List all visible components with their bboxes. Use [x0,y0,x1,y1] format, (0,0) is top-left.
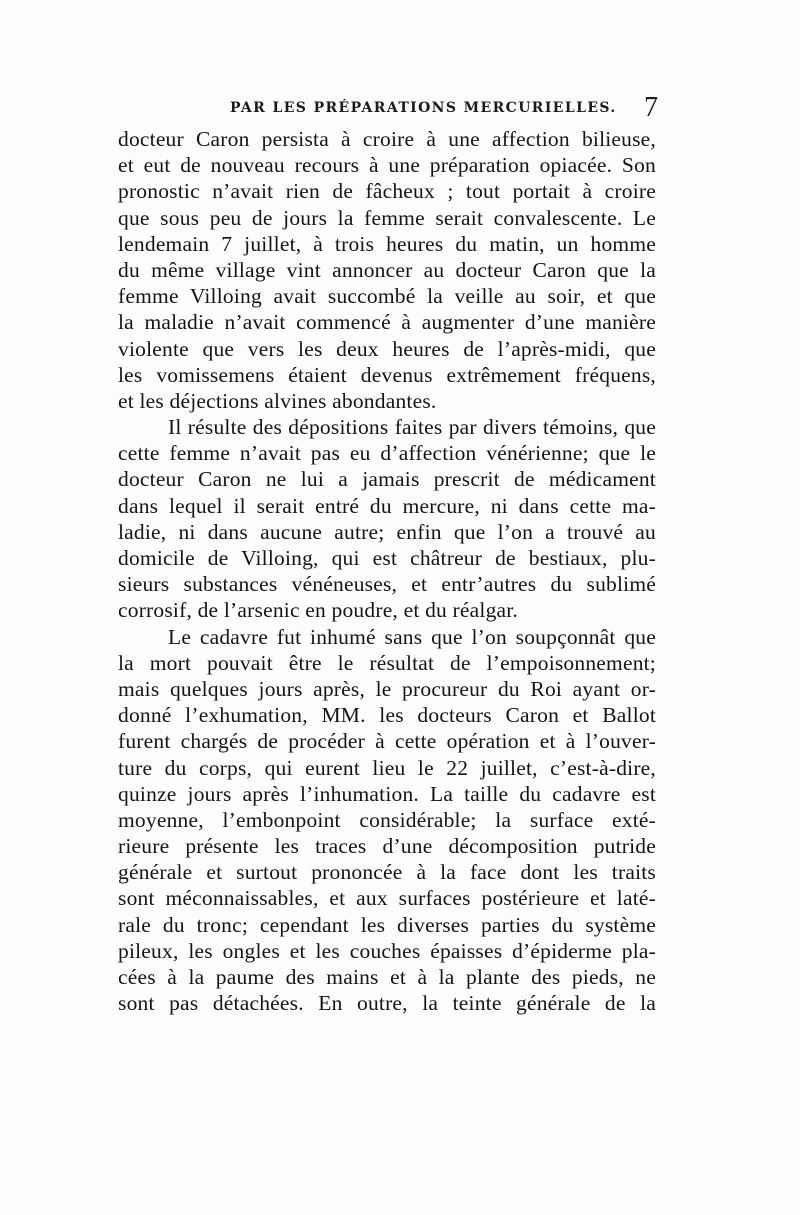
text-line: violente que vers les deux heures de l’après-midi, que [118,336,656,361]
text-line: sont pas détachées. En outre, la teinte générale de la [118,991,656,1016]
text-line: femme Villoing avait succombé la veille au soir, et que [118,284,656,309]
text-line: donné l’exhumation, MM. les docteurs Caron et Ballot [118,703,656,728]
text-line: moyenne, l’embonpoint considérable; la surface exté- [118,807,656,832]
text-line: sieurs substances vénéneuses, et entr’autres du sublimé [118,572,656,597]
text-line: furent chargés de procéder à cette opération et à l’ouver- [118,729,656,754]
text-line: Il résulte des dépositions faites par divers témoins, que [168,415,656,440]
text-line: docteur Caron ne lui a jamais prescrit de médicament [118,467,656,492]
text-line: la maladie n’avait commencé à augmenter d’une manière [118,310,656,335]
text-line: la mort pouvait être le résultat de l’empoisonnement; [118,650,656,675]
text-line: rale du tronc; cependant les diverses parties du système [118,912,656,937]
text-line: ture du corps, qui eurent lieu le 22 juillet, c’est-à-dire, [118,755,656,780]
text-line: quinze jours après l’inhumation. La taille du cadavre est [118,781,656,806]
text-line: que sous peu de jours la femme serait convalescente. Le [118,205,656,230]
page-number: 7 [644,92,658,123]
paragraph [118,126,656,414]
text-line: corrosif, de l’arsenic en poudre, et du réalgar. [118,598,519,623]
text-line: ladie, ni dans aucune autre; enfin que l’on a trouvé au [118,519,656,544]
text-line: cées à la paume des mains et à la plante des pieds, ne [118,965,656,989]
text-line: docteur Caron persista à croire à une affection bilieuse, [118,127,656,151]
text-line: mais quelques jours après, le procureur du Roi ayant or- [118,676,656,701]
text-line: générale et surtout prononcée à la face dont les traits [118,860,656,885]
text-line: et les déjections alvines abondantes. [118,388,437,413]
text-line: lendemain 7 juillet, à trois heures du matin, un homme [118,231,656,256]
text-line: rieure présente les traces d’une décomposition putride [118,834,656,859]
running-title: PAR LES PRÉPARATIONS MERCURIELLES. [230,100,617,116]
body-text [118,126,656,1016]
text-line: sont méconnaissables, et aux surfaces postérieure et laté- [118,886,656,911]
text-line: cette femme n’avait pas eu d’affection vénérienne; que le [118,441,656,466]
paragraph [118,624,656,1017]
text-line: Le cadavre fut inhumé sans que l’on soupçonnât que [168,624,656,649]
paragraph [118,414,656,624]
text-line: du même village vint annoncer au docteur Caron que la [118,257,656,282]
text-line: pronostic n’avait rien de fâcheux ; tout portait à croire [118,179,656,204]
running-head [118,92,658,122]
text-line: et eut de nouveau recours à une préparation opiacée. Son [118,153,656,178]
text-line: domicile de Villoing, qui est châtreur de bestiaux, plu- [118,546,656,570]
text-line: les vomissemens étaient devenus extrêmement fréquens, [118,362,656,387]
text-line: dans lequel il serait entré du mercure, ni dans cette ma- [118,493,656,518]
text-line: pileux, les ongles et les couches épaisses d’épiderme pla- [118,938,656,963]
